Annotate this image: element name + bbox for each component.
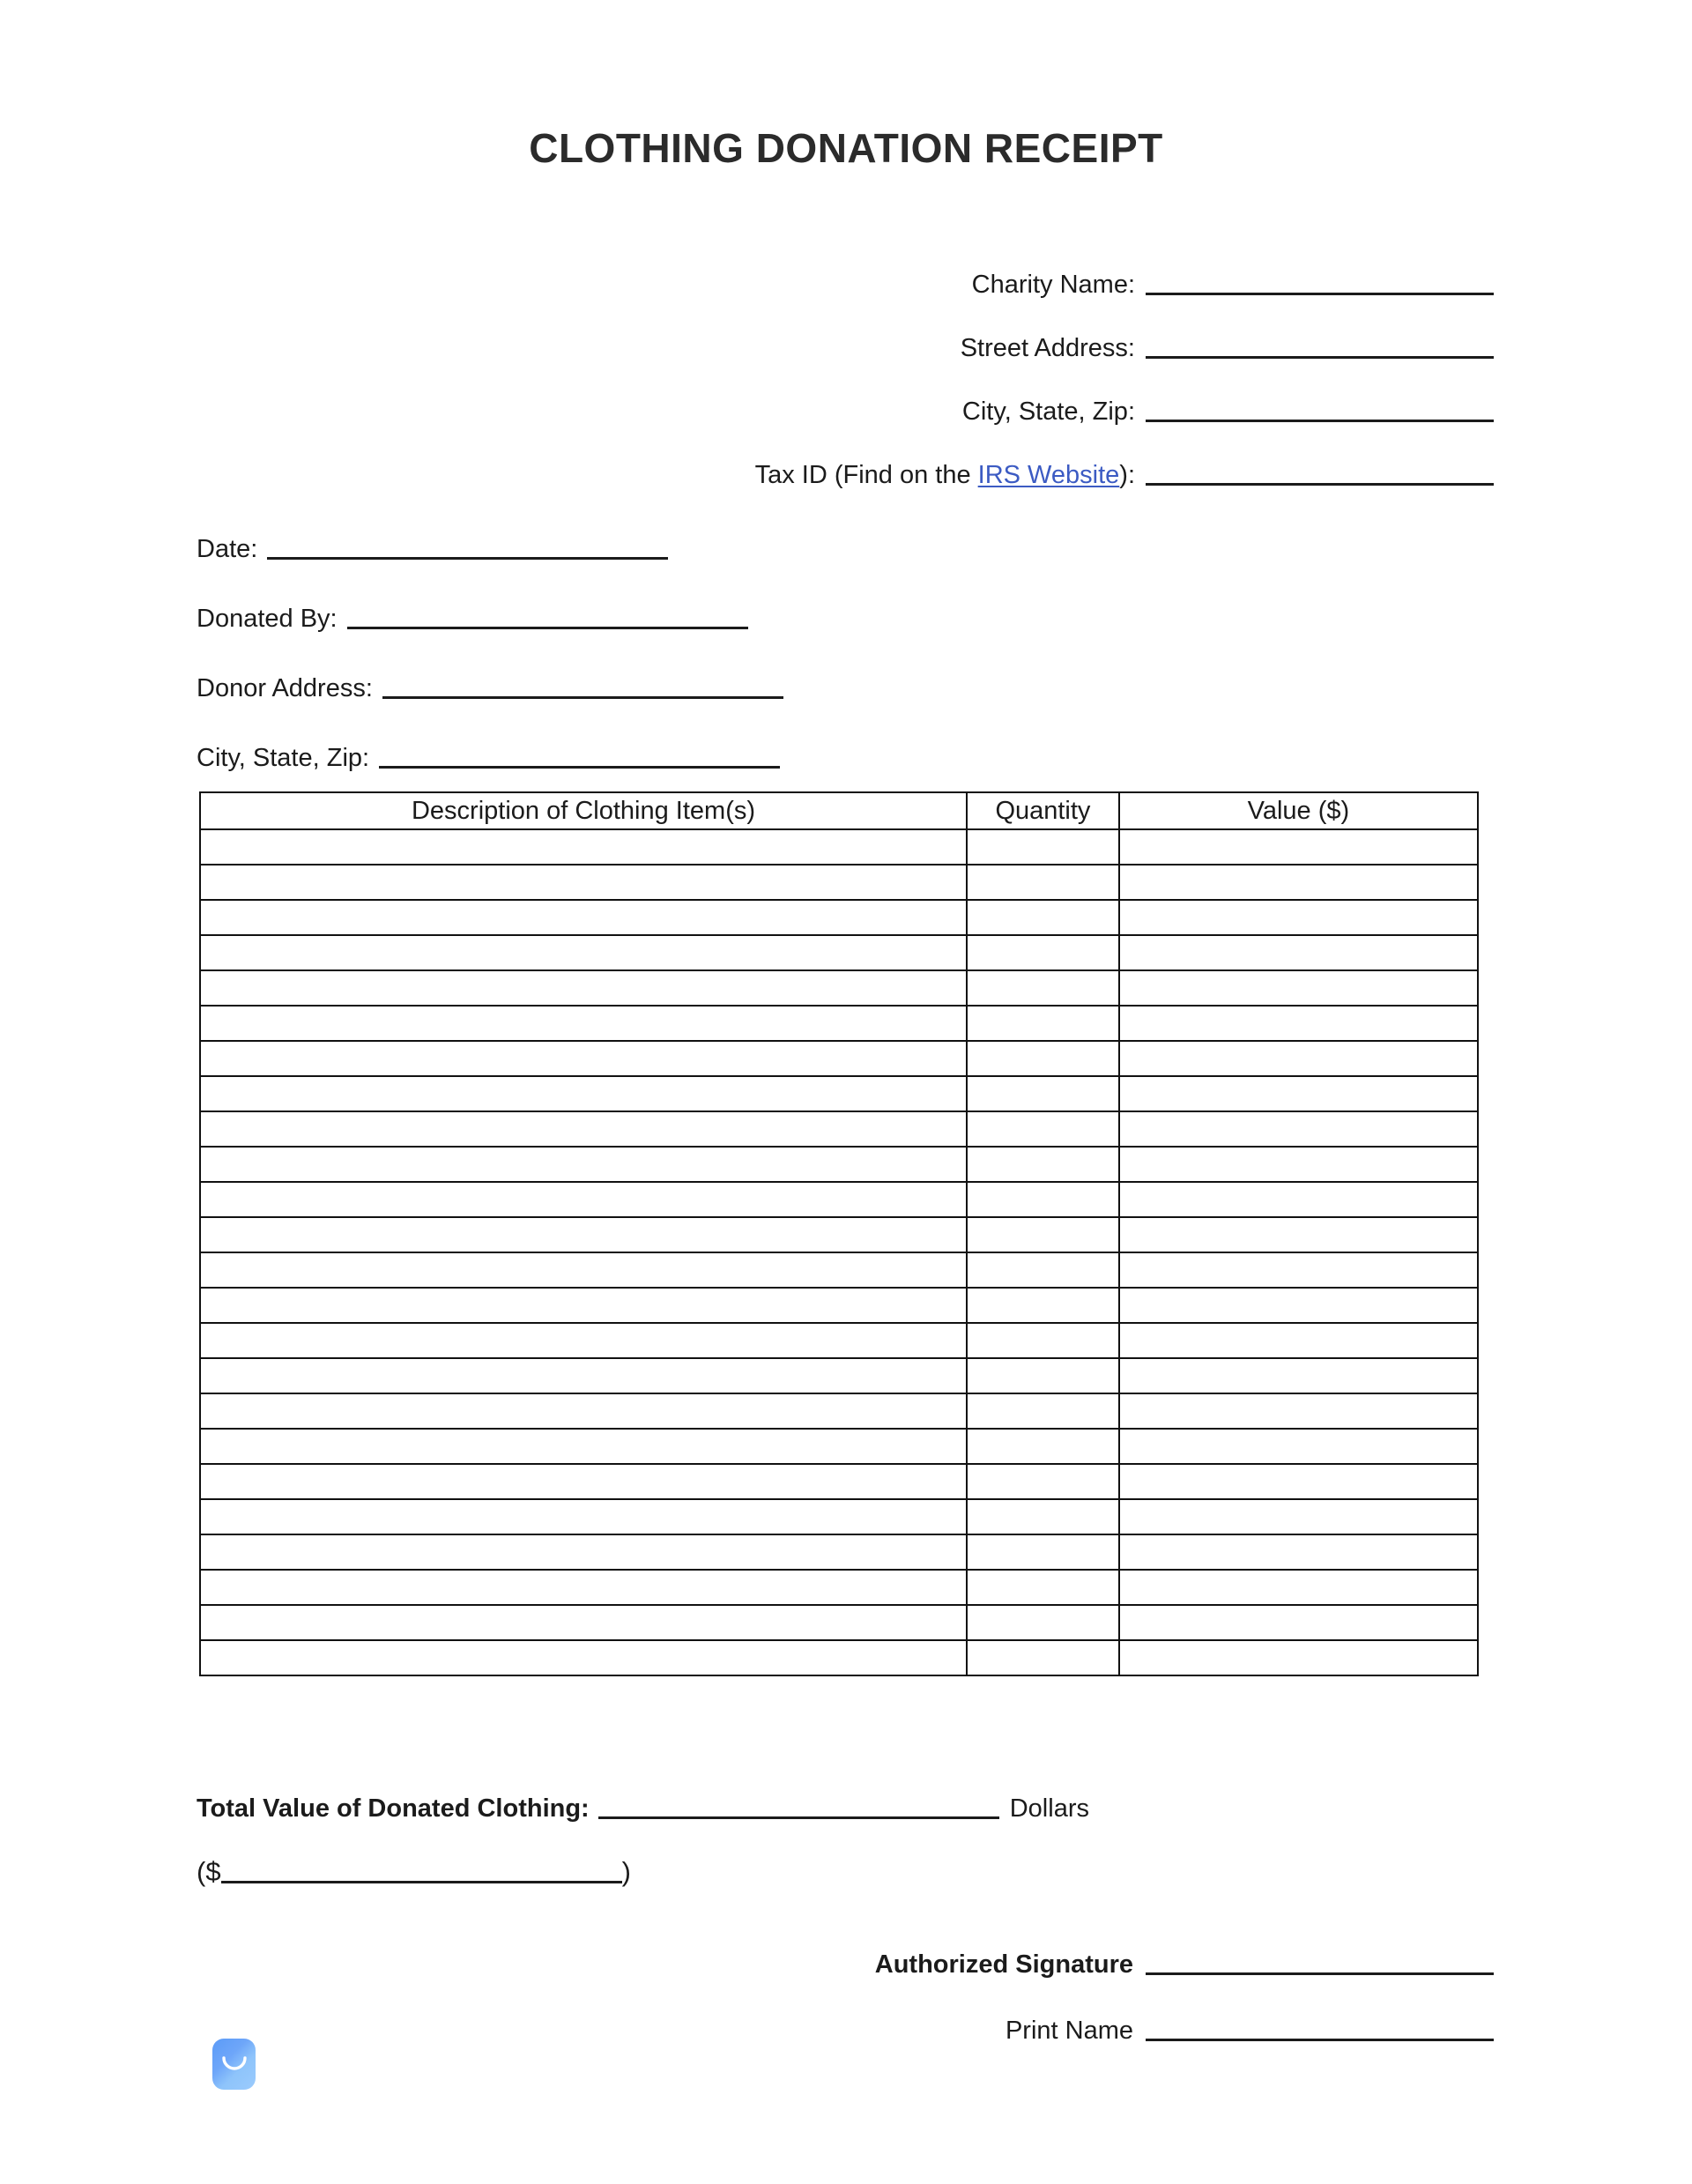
table-row (200, 900, 1478, 935)
total-value-row (197, 1776, 1483, 1827)
cell-value[interactable] (1119, 1323, 1478, 1358)
tax-id-label (755, 463, 1135, 494)
paren-close-label: ) (621, 1856, 631, 1887)
totals-section (197, 1776, 1483, 1889)
print-name-label: Print Name (1005, 2017, 1133, 2045)
cell-description[interactable] (200, 1464, 967, 1499)
cell-value[interactable] (1119, 900, 1478, 935)
column-header-description: Description of Clothing Item(s) (200, 792, 967, 829)
print-name-input-line[interactable] (1146, 2039, 1494, 2041)
cell-quantity[interactable] (967, 1323, 1119, 1358)
cell-value[interactable] (1119, 1464, 1478, 1499)
table-row (200, 1182, 1478, 1217)
table-row (200, 1393, 1478, 1429)
column-header-quantity: Quantity (967, 792, 1119, 829)
cell-value[interactable] (1119, 1499, 1478, 1534)
print-name-row (194, 1983, 1494, 2049)
street-address-field-row (194, 303, 1494, 367)
cell-value[interactable] (1119, 829, 1478, 865)
cell-description[interactable] (200, 829, 967, 865)
table-row (200, 1499, 1478, 1534)
cell-quantity[interactable] (967, 1288, 1119, 1323)
table-body (200, 829, 1478, 1675)
irs-website-link[interactable]: IRS Website (977, 461, 1120, 489)
cell-value[interactable] (1119, 865, 1478, 900)
table-row (200, 1217, 1478, 1252)
cell-quantity[interactable] (967, 1182, 1119, 1217)
cell-description[interactable] (200, 1393, 967, 1429)
tax-id-field-row (194, 430, 1494, 494)
cell-quantity[interactable] (967, 1534, 1119, 1570)
date-field-row (197, 498, 783, 568)
authorized-signature-row (194, 1917, 1494, 1983)
total-value-unit-label: Dollars (1009, 1794, 1089, 1823)
cell-quantity[interactable] (967, 829, 1119, 865)
cell-quantity[interactable] (967, 1640, 1119, 1675)
cell-quantity[interactable] (967, 1217, 1119, 1252)
cell-quantity[interactable] (967, 865, 1119, 900)
table-row (200, 935, 1478, 970)
cell-description[interactable] (200, 1076, 967, 1111)
cell-value[interactable] (1119, 1111, 1478, 1147)
date-input-line[interactable] (267, 557, 668, 560)
cell-description[interactable] (200, 1111, 967, 1147)
table-row (200, 1041, 1478, 1076)
charity-information-section (194, 240, 1494, 494)
cell-description[interactable] (200, 1570, 967, 1605)
signature-section (194, 1917, 1494, 2049)
cell-description[interactable] (200, 1605, 967, 1640)
cell-description[interactable] (200, 1499, 967, 1534)
cell-description[interactable] (200, 1429, 967, 1464)
donated-by-label: Donated By: (197, 605, 338, 633)
donor-information-section (197, 498, 783, 776)
donor-city-state-zip-label: City, State, Zip: (197, 744, 370, 772)
table-header-row (200, 792, 1478, 829)
street-address-input-line[interactable] (1146, 356, 1494, 359)
charity-name-label: Charity Name: (971, 271, 1135, 299)
donor-address-label: Donor Address: (197, 674, 373, 702)
table-header (200, 792, 1478, 829)
cell-description[interactable] (200, 970, 967, 1006)
table-row (200, 1534, 1478, 1570)
cell-description[interactable] (200, 1217, 967, 1252)
cell-value[interactable] (1119, 1041, 1478, 1076)
cell-quantity[interactable] (967, 1006, 1119, 1041)
cell-value[interactable] (1119, 1534, 1478, 1570)
authorized-signature-label: Authorized Signature (874, 1950, 1133, 1979)
table-row (200, 1147, 1478, 1182)
cell-description[interactable] (200, 865, 967, 900)
tax-id-prefix-text: Tax ID (Find on the (754, 461, 978, 489)
cell-value[interactable] (1119, 1429, 1478, 1464)
cell-value[interactable] (1119, 1570, 1478, 1605)
cell-quantity[interactable] (967, 1464, 1119, 1499)
cell-quantity[interactable] (967, 1429, 1119, 1464)
table-row (200, 1252, 1478, 1288)
cell-description[interactable] (200, 1006, 967, 1041)
total-numeric-row (197, 1834, 1483, 1889)
authorized-signature-input-line[interactable] (1146, 1972, 1494, 1975)
table-row (200, 1605, 1478, 1640)
cell-description[interactable] (200, 1640, 967, 1675)
total-value-label: Total Value of Donated Clothing: (197, 1794, 590, 1823)
cell-value[interactable] (1119, 1605, 1478, 1640)
cell-value[interactable] (1119, 1217, 1478, 1252)
donor-city-state-zip-field-row (197, 707, 783, 776)
logo-smile-arc-icon (222, 2056, 247, 2072)
cell-value[interactable] (1119, 1358, 1478, 1393)
donated-by-input-line[interactable] (347, 627, 748, 629)
date-label: Date: (197, 535, 258, 563)
cell-description[interactable] (200, 900, 967, 935)
cell-value[interactable] (1119, 1252, 1478, 1288)
charity-city-state-zip-label: City, State, Zip: (961, 397, 1135, 426)
table-row (200, 1358, 1478, 1393)
tax-id-input-line[interactable] (1146, 483, 1494, 486)
cell-description[interactable] (200, 1252, 967, 1288)
cell-quantity[interactable] (967, 935, 1119, 970)
table-row (200, 865, 1478, 900)
column-header-value: Value ($) (1119, 792, 1478, 829)
table-row (200, 829, 1478, 865)
donor-address-input-line[interactable] (382, 696, 783, 699)
cell-value[interactable] (1119, 1076, 1478, 1111)
cell-quantity[interactable] (967, 970, 1119, 1006)
charity-city-state-zip-input-line[interactable] (1146, 420, 1494, 422)
cell-description[interactable] (200, 1147, 967, 1182)
page-title: CLOTHING DONATION RECEIPT (529, 125, 1163, 171)
cell-value[interactable] (1119, 1393, 1478, 1429)
table-row (200, 1570, 1478, 1605)
table-row (200, 1111, 1478, 1147)
paren-open-dollar-label: ($ (197, 1856, 221, 1887)
cell-description[interactable] (200, 1288, 967, 1323)
cell-description[interactable] (200, 1358, 967, 1393)
cell-value[interactable] (1119, 1147, 1478, 1182)
cell-value[interactable] (1119, 935, 1478, 970)
cell-quantity[interactable] (967, 1393, 1119, 1429)
cell-value[interactable] (1119, 1640, 1478, 1675)
table-row (200, 1076, 1478, 1111)
cell-quantity[interactable] (967, 1605, 1119, 1640)
donated-by-field-row (197, 568, 783, 637)
charity-name-input-line[interactable] (1146, 293, 1494, 295)
table-row (200, 1464, 1478, 1499)
cell-description[interactable] (200, 1534, 967, 1570)
total-numeric-input-line[interactable] (221, 1881, 622, 1883)
cell-description[interactable] (200, 1182, 967, 1217)
cell-quantity[interactable] (967, 1499, 1119, 1534)
table-row (200, 1640, 1478, 1675)
cell-quantity[interactable] (967, 1570, 1119, 1605)
cell-value[interactable] (1119, 1288, 1478, 1323)
table-row (200, 1429, 1478, 1464)
cell-value[interactable] (1119, 1006, 1478, 1041)
cell-quantity[interactable] (967, 1358, 1119, 1393)
charity-name-field-row (194, 240, 1494, 303)
cell-value[interactable] (1119, 970, 1478, 1006)
total-value-input-line[interactable] (598, 1816, 999, 1819)
cell-quantity[interactable] (967, 1147, 1119, 1182)
cell-value[interactable] (1119, 1182, 1478, 1217)
cell-quantity[interactable] (967, 1076, 1119, 1111)
table-row (200, 970, 1478, 1006)
donor-address-field-row (197, 637, 783, 707)
charity-city-state-zip-field-row (194, 367, 1494, 430)
cell-description[interactable] (200, 935, 967, 970)
donor-city-state-zip-input-line[interactable] (379, 766, 780, 769)
cell-quantity[interactable] (967, 1041, 1119, 1076)
cell-quantity[interactable] (967, 1111, 1119, 1147)
smile-document-logo-icon (212, 2039, 256, 2090)
street-address-label: Street Address: (960, 334, 1135, 362)
table-row (200, 1323, 1478, 1358)
cell-description[interactable] (200, 1041, 967, 1076)
cell-quantity[interactable] (967, 1252, 1119, 1288)
cell-quantity[interactable] (967, 900, 1119, 935)
cell-description[interactable] (200, 1323, 967, 1358)
table-row (200, 1006, 1478, 1041)
table-row (200, 1288, 1478, 1323)
tax-id-suffix-text: ): (1119, 461, 1135, 489)
clothing-items-table (199, 791, 1479, 1676)
